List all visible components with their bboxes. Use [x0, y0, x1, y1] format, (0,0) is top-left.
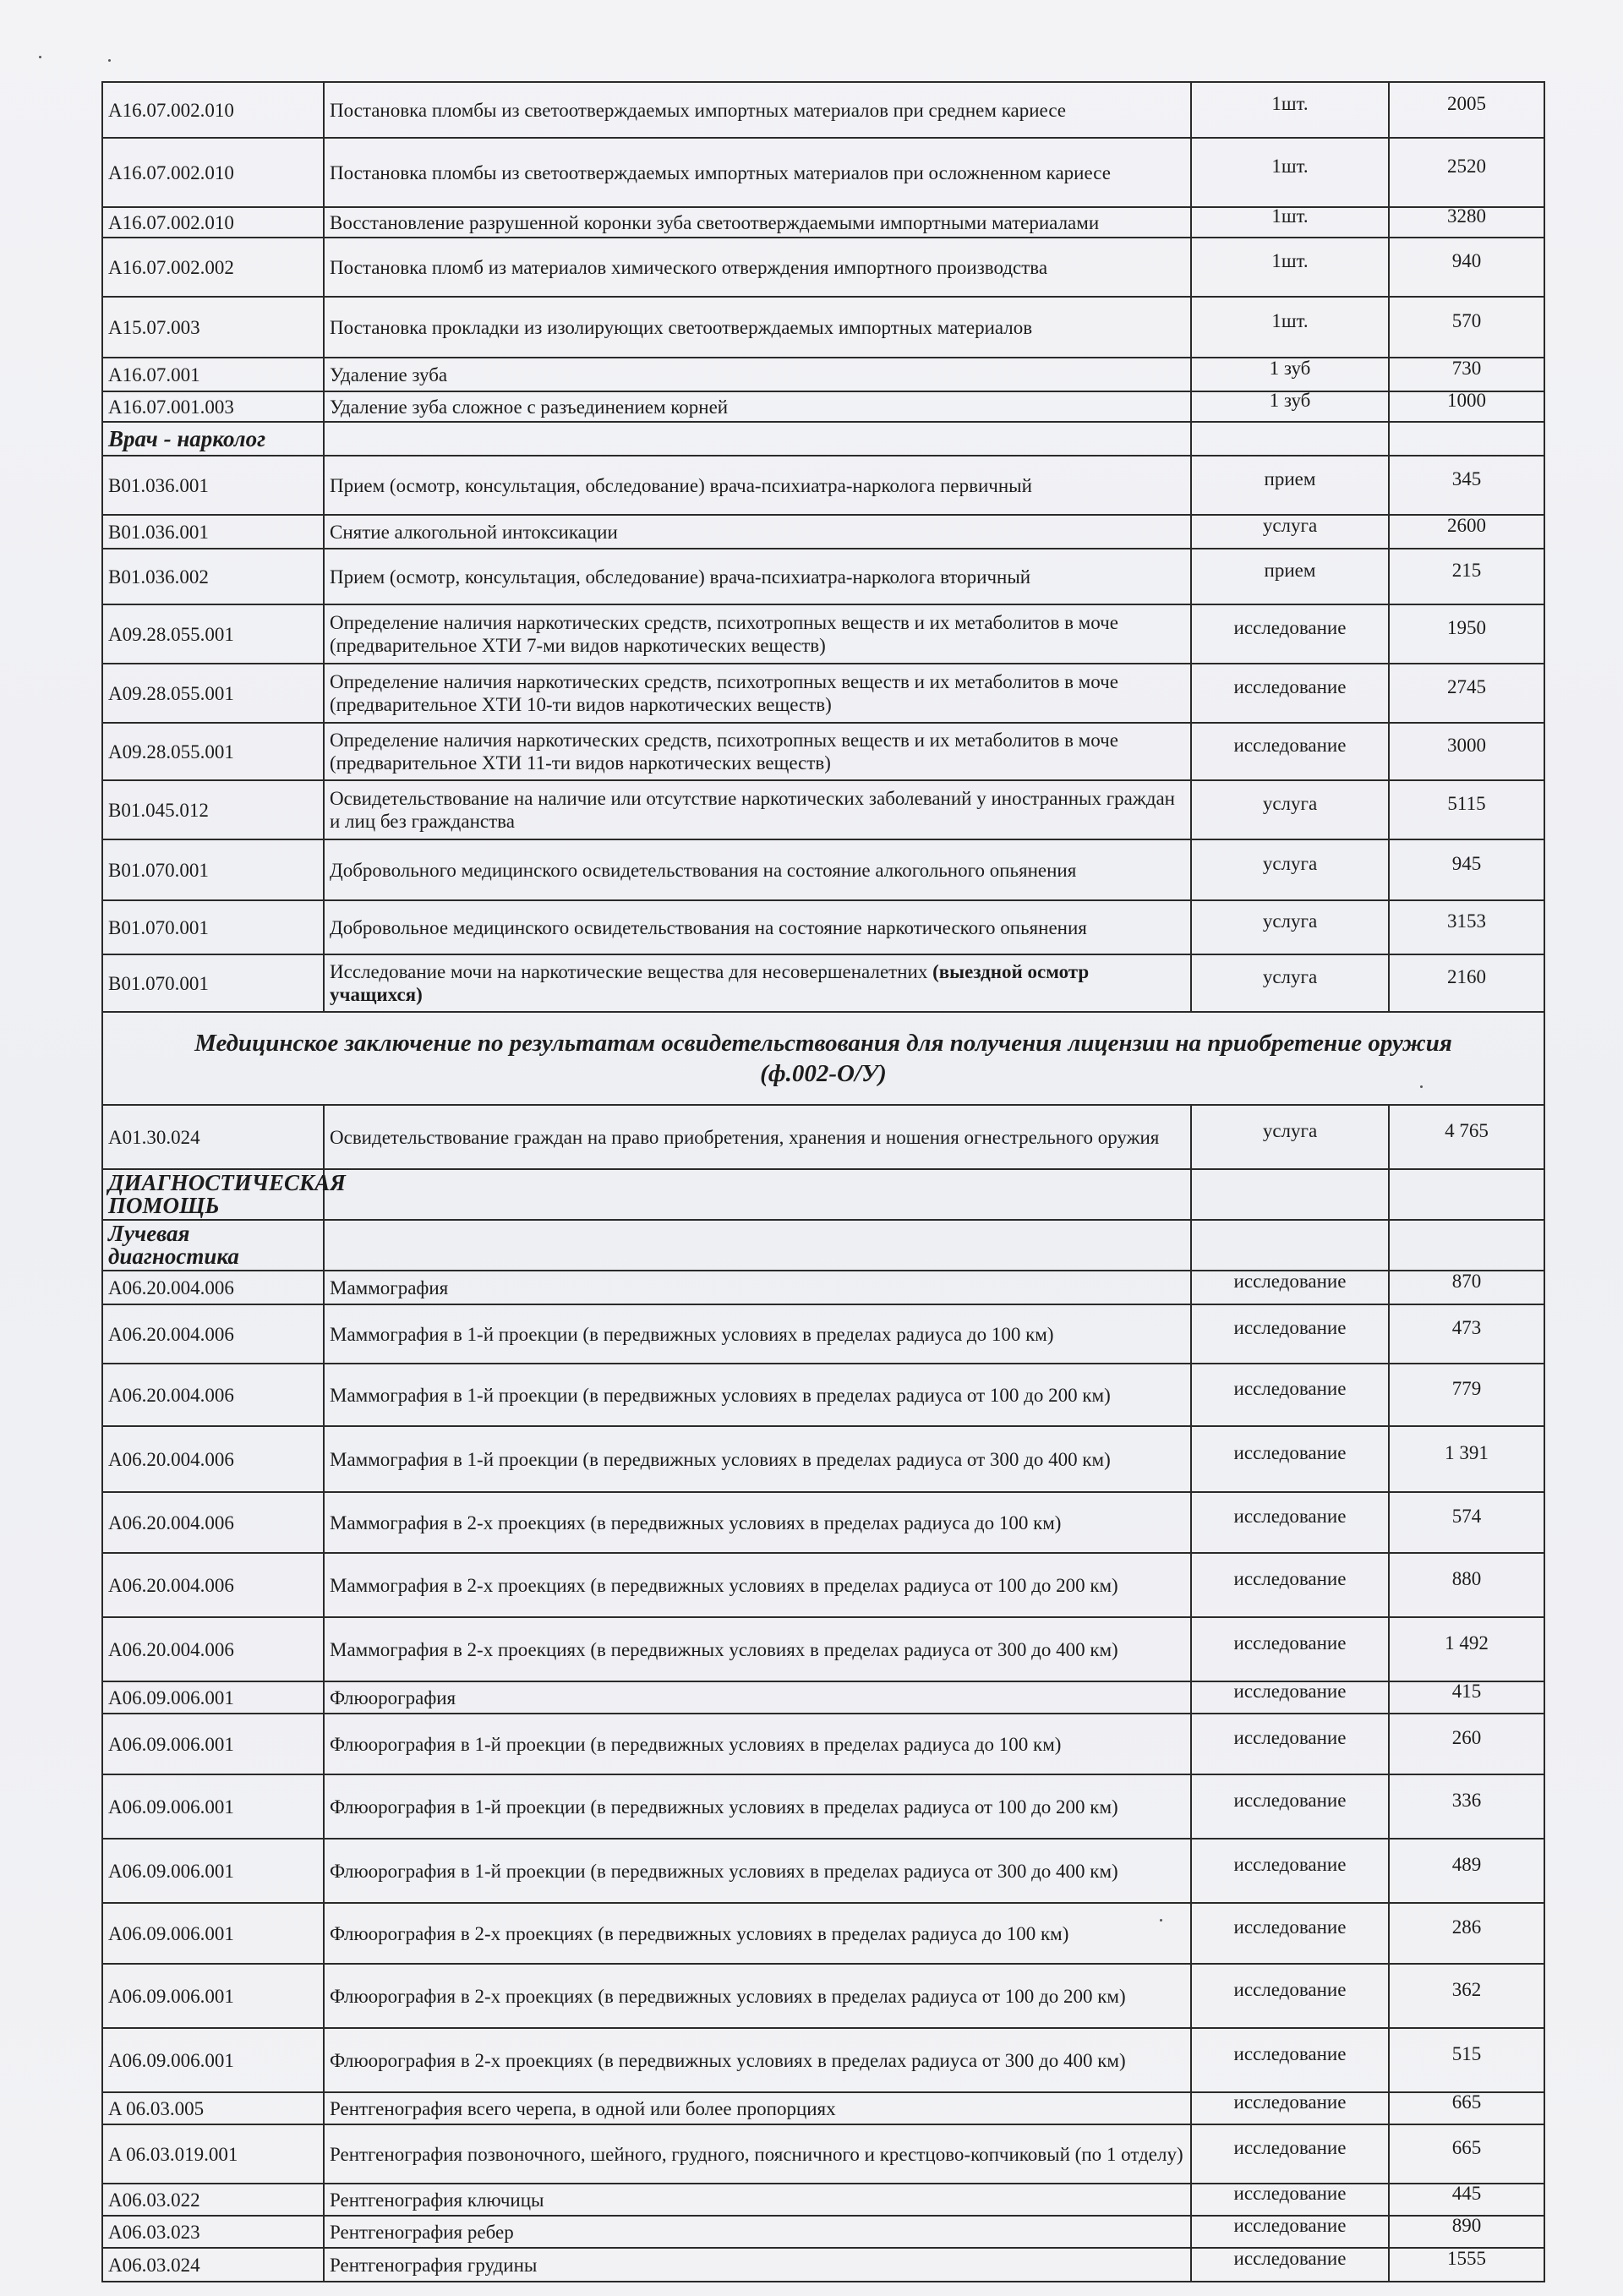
section-row	[102, 422, 1544, 456]
service-price	[1389, 664, 1544, 723]
table-row	[102, 2216, 1544, 2248]
service-name: Флюорография	[324, 1681, 1191, 1714]
unit-text: исследование	[1233, 2247, 1347, 2269]
unit-text: прием	[1264, 467, 1316, 489]
table-row	[102, 2028, 1544, 2092]
price-text: 2520	[1447, 155, 1486, 177]
service-price	[1389, 1617, 1544, 1681]
service-unit	[1191, 1492, 1389, 1553]
table-row	[102, 2248, 1544, 2282]
service-price	[1389, 549, 1544, 604]
service-unit	[1191, 780, 1389, 839]
service-code: A06.20.004.006	[102, 1364, 324, 1426]
service-unit	[1191, 2216, 1389, 2248]
price-text: 415	[1451, 1680, 1482, 1702]
service-unit	[1191, 1364, 1389, 1426]
service-name: Постановка пломбы из светоотверждаемых импортных материалов при осложненном кариесе	[324, 138, 1191, 207]
empty-cell	[1191, 1169, 1389, 1220]
service-name: Маммография	[324, 1271, 1191, 1304]
service-unit	[1191, 2248, 1389, 2282]
service-price	[1389, 1903, 1544, 1964]
price-text: 260	[1451, 1726, 1482, 1748]
service-price	[1389, 1774, 1544, 1839]
unit-text: исследование	[1233, 1978, 1347, 2000]
service-price	[1389, 1364, 1544, 1426]
service-unit	[1191, 456, 1389, 515]
price-text: 515	[1451, 2042, 1482, 2064]
price-text: 3000	[1447, 734, 1486, 756]
service-code: A 06.03.005	[102, 2092, 324, 2124]
table-row	[102, 664, 1544, 723]
service-unit	[1191, 664, 1389, 723]
service-code: B01.036.001	[102, 515, 324, 549]
section-row	[102, 1220, 1544, 1271]
service-unit	[1191, 1714, 1389, 1774]
service-price	[1389, 604, 1544, 664]
unit-text: 1 зуб	[1269, 389, 1311, 411]
service-unit	[1191, 207, 1389, 238]
service-name: Рентгенография ключицы	[324, 2184, 1191, 2216]
service-price	[1389, 297, 1544, 358]
table-row	[102, 1426, 1544, 1492]
price-text: 665	[1451, 2136, 1482, 2158]
service-price	[1389, 1426, 1544, 1492]
service-unit	[1191, 358, 1389, 391]
service-price	[1389, 2216, 1544, 2248]
unit-text: услуга	[1262, 1119, 1318, 1141]
unit-text: исследование	[1233, 2214, 1347, 2236]
service-code: A16.07.002.010	[102, 82, 324, 138]
service-unit	[1191, 1426, 1389, 1492]
service-name: Флюорография в 1-й проекции (в передвижных условиях в пределах радиуса до 100 км)	[324, 1714, 1191, 1774]
service-code: B01.070.001	[102, 954, 324, 1012]
service-code: A06.20.004.006	[102, 1271, 324, 1304]
table-row	[102, 82, 1544, 138]
unit-text: исследование	[1233, 1916, 1347, 1938]
price-text: 1000	[1447, 389, 1486, 411]
table-row	[102, 780, 1544, 839]
table-row	[102, 1304, 1544, 1364]
table-row	[102, 2092, 1544, 2124]
service-name: Снятие алкогольной интоксикации	[324, 515, 1191, 549]
service-name: Восстановление разрушенной коронки зуба светоотверждаемыми импортными материалами	[324, 207, 1191, 238]
unit-text: исследование	[1233, 1680, 1347, 1702]
service-unit	[1191, 1553, 1389, 1617]
unit-text: 1 зуб	[1269, 357, 1311, 379]
price-list-table	[101, 81, 1545, 2282]
service-name: Маммография в 1-й проекции (в передвижных условиях в пределах радиуса от 300 до 400 км)	[324, 1426, 1191, 1492]
price-text: 574	[1451, 1505, 1482, 1527]
table-row	[102, 238, 1544, 297]
service-name: Добровольного медицинского освидетельствования на состояние алкогольного опьянения	[324, 839, 1191, 900]
table-row	[102, 900, 1544, 954]
table-row	[102, 207, 1544, 238]
service-code: A16.07.002.002	[102, 238, 324, 297]
banner-title: Медицинское заключение по результатам освидетельствования для получения лицензии на приобретение оружия (ф.002-О/У)	[102, 1012, 1544, 1105]
table-row	[102, 1964, 1544, 2028]
service-name: Определение наличия наркотических средств, психотропных веществ и их метаболитов в моче (предварительное ХТИ 7-ми видов наркотических веществ)	[324, 604, 1191, 664]
service-code: A06.03.023	[102, 2216, 324, 2248]
service-unit	[1191, 839, 1389, 900]
price-text: 890	[1451, 2214, 1482, 2236]
service-name: Рентгенография ребер	[324, 2216, 1191, 2248]
price-text: 2005	[1447, 92, 1486, 114]
service-price	[1389, 2028, 1544, 2092]
price-text: 779	[1451, 1377, 1482, 1399]
service-price	[1389, 2184, 1544, 2216]
unit-text: исследование	[1233, 1377, 1347, 1399]
service-name: Исследование мочи на наркотические вещества для несовершеналетних (выездной осмотр учащихся)	[324, 954, 1191, 1012]
table-row	[102, 1839, 1544, 1903]
service-code: B01.036.002	[102, 549, 324, 604]
unit-text: исследование	[1233, 675, 1347, 697]
table-row	[102, 604, 1544, 664]
service-code: A16.07.002.010	[102, 138, 324, 207]
service-name: Освидетельствование на наличие или отсутствие наркотических заболеваний у иностранных граждан и лиц без гражданства	[324, 780, 1191, 839]
service-name: Определение наличия наркотических средств, психотропных веществ и их метаболитов в моче (предварительное ХТИ 10-ти видов наркотических веществ)	[324, 664, 1191, 723]
price-text: 473	[1451, 1316, 1482, 1338]
price-text: 940	[1451, 249, 1482, 271]
service-unit	[1191, 391, 1389, 422]
unit-text: исследование	[1233, 1441, 1347, 1463]
table-row	[102, 1681, 1544, 1714]
service-price	[1389, 391, 1544, 422]
price-text: 489	[1451, 1853, 1482, 1875]
unit-text: исследование	[1233, 2091, 1347, 2113]
price-text: 945	[1451, 852, 1482, 874]
service-price	[1389, 138, 1544, 207]
price-text: 215	[1451, 559, 1482, 581]
section-title: Врач - нарколог	[102, 422, 324, 456]
service-name: Прием (осмотр, консультация, обследование) врача-психиатра-нарколога первичный	[324, 456, 1191, 515]
empty-cell	[324, 1220, 1191, 1271]
service-code: A09.28.055.001	[102, 604, 324, 664]
unit-text: услуга	[1262, 910, 1318, 932]
unit-text: исследование	[1233, 1270, 1347, 1292]
service-code: A16.07.002.010	[102, 207, 324, 238]
price-text: 345	[1451, 467, 1482, 489]
service-unit	[1191, 1304, 1389, 1364]
empty-cell	[324, 422, 1191, 456]
service-price	[1389, 1492, 1544, 1553]
table-row	[102, 1553, 1544, 1617]
service-code: A06.20.004.006	[102, 1553, 324, 1617]
unit-text: исследование	[1233, 734, 1347, 756]
unit-text: исследование	[1233, 1567, 1347, 1589]
price-text: 5115	[1447, 792, 1486, 814]
service-unit	[1191, 2184, 1389, 2216]
table-row	[102, 1903, 1544, 1964]
service-price	[1389, 1271, 1544, 1304]
service-unit	[1191, 1105, 1389, 1169]
table-row	[102, 358, 1544, 391]
service-code: A06.20.004.006	[102, 1617, 324, 1681]
unit-text: исследование	[1233, 2136, 1347, 2158]
service-price	[1389, 954, 1544, 1012]
service-unit	[1191, 238, 1389, 297]
unit-text: исследование	[1233, 2182, 1347, 2204]
service-price	[1389, 1105, 1544, 1169]
price-text: 3280	[1447, 205, 1486, 227]
service-name: Постановка прокладки из изолирующих светоотверждаемых импортных материалов	[324, 297, 1191, 358]
price-text: 2600	[1447, 514, 1486, 536]
unit-text: 1шт.	[1271, 92, 1309, 114]
table-row	[102, 1492, 1544, 1553]
price-text: 2160	[1447, 965, 1486, 987]
service-code: B01.036.001	[102, 456, 324, 515]
service-code: A06.20.004.006	[102, 1304, 324, 1364]
unit-text: исследование	[1233, 1726, 1347, 1748]
unit-text: 1шт.	[1271, 205, 1309, 227]
service-code: A06.03.022	[102, 2184, 324, 2216]
empty-cell	[1389, 1169, 1544, 1220]
table-row	[102, 391, 1544, 422]
price-text: 336	[1451, 1789, 1482, 1811]
price-text: 570	[1451, 309, 1482, 331]
scan-speck	[108, 59, 111, 62]
unit-text: услуга	[1262, 852, 1318, 874]
service-price	[1389, 723, 1544, 780]
service-code: A06.09.006.001	[102, 1903, 324, 1964]
unit-text: услуга	[1262, 965, 1318, 987]
service-name: Освидетельствование граждан на право приобретения, хранения и ношения огнестрельного оружия	[324, 1105, 1191, 1169]
price-text: 2745	[1447, 675, 1486, 697]
service-unit	[1191, 515, 1389, 549]
unit-text: прием	[1264, 559, 1316, 581]
section-title: Лучевая диагностика	[102, 1220, 324, 1271]
service-code: A 06.03.019.001	[102, 2124, 324, 2184]
service-unit	[1191, 1774, 1389, 1839]
service-price	[1389, 456, 1544, 515]
service-unit	[1191, 297, 1389, 358]
service-unit	[1191, 604, 1389, 664]
service-price	[1389, 2124, 1544, 2184]
table-row	[102, 1364, 1544, 1426]
service-name: Флюорография в 1-й проекции (в передвижных условиях в пределах радиуса от 300 до 400 км)	[324, 1839, 1191, 1903]
service-code: A09.28.055.001	[102, 664, 324, 723]
service-name: Прием (осмотр, консультация, обследование) врача-психиатра-нарколога вторичный	[324, 549, 1191, 604]
empty-cell	[324, 1169, 1191, 1220]
service-name: Определение наличия наркотических средств, психотропных веществ и их метаболитов в моче (предварительное ХТИ 11-ти видов наркотических веществ)	[324, 723, 1191, 780]
service-unit	[1191, 82, 1389, 138]
scan-speck	[39, 56, 41, 58]
service-name: Флюорография в 2-х проекциях (в передвижных условиях в пределах радиуса от 100 до 200 км)	[324, 1964, 1191, 2028]
service-unit	[1191, 900, 1389, 954]
empty-cell	[1191, 1220, 1389, 1271]
service-name: Маммография в 2-х проекциях (в передвижных условиях в пределах радиуса до 100 км)	[324, 1492, 1191, 1553]
banner-row	[102, 1012, 1544, 1105]
service-name: Рентгенография всего черепа, в одной или более пропорциях	[324, 2092, 1191, 2124]
service-name: Рентгенография грудины	[324, 2248, 1191, 2282]
service-name: Маммография в 2-х проекциях (в передвижных условиях в пределах радиуса от 100 до 200 км)	[324, 1553, 1191, 1617]
price-text: 362	[1451, 1978, 1482, 2000]
unit-text: исследование	[1233, 1789, 1347, 1811]
price-text: 870	[1451, 1270, 1482, 1292]
table-row	[102, 456, 1544, 515]
service-unit	[1191, 549, 1389, 604]
service-code: A06.20.004.006	[102, 1492, 324, 1553]
service-unit	[1191, 1271, 1389, 1304]
service-code: A06.03.024	[102, 2248, 324, 2282]
price-text: 286	[1451, 1916, 1482, 1938]
table-row	[102, 2124, 1544, 2184]
service-code: A15.07.003	[102, 297, 324, 358]
table-row	[102, 2184, 1544, 2216]
service-unit	[1191, 1617, 1389, 1681]
service-code: A06.20.004.006	[102, 1426, 324, 1492]
table-row	[102, 839, 1544, 900]
price-list-body	[102, 82, 1544, 2282]
service-name: Маммография в 2-х проекциях (в передвижных условиях в пределах радиуса от 300 до 400 км)	[324, 1617, 1191, 1681]
service-name: Постановка пломбы из светоотверждаемых импортных материалов при среднем кариесе	[324, 82, 1191, 138]
service-code: A06.09.006.001	[102, 1681, 324, 1714]
service-unit	[1191, 1839, 1389, 1903]
table-row	[102, 549, 1544, 604]
service-code: A16.07.001	[102, 358, 324, 391]
service-price	[1389, 1714, 1544, 1774]
service-unit	[1191, 1681, 1389, 1714]
service-unit	[1191, 138, 1389, 207]
table-row	[102, 1105, 1544, 1169]
service-name: Флюорография в 2-х проекциях (в передвижных условиях в пределах радиуса от 300 до 400 км)	[324, 2028, 1191, 2092]
table-row	[102, 954, 1544, 1012]
service-price	[1389, 1681, 1544, 1714]
price-text: 665	[1451, 2091, 1482, 2113]
service-name-note: (выездной осмотр учащихся)	[330, 961, 1090, 1005]
service-name: Удаление зуба	[324, 358, 1191, 391]
service-unit	[1191, 2092, 1389, 2124]
table-row	[102, 1617, 1544, 1681]
service-unit	[1191, 1964, 1389, 2028]
service-price	[1389, 1839, 1544, 1903]
unit-text: 1шт.	[1271, 155, 1309, 177]
empty-cell	[1389, 422, 1544, 456]
price-text: 4 765	[1445, 1119, 1489, 1141]
service-price	[1389, 839, 1544, 900]
service-unit	[1191, 1903, 1389, 1964]
price-text: 1950	[1447, 616, 1486, 638]
unit-text: исследование	[1233, 1316, 1347, 1338]
price-text: 880	[1451, 1567, 1482, 1589]
service-name: Рентгенография позвоночного, шейного, грудного, поясничного и крестцово-копчиковый (по 1 отделу)	[324, 2124, 1191, 2184]
unit-text: услуга	[1262, 514, 1318, 536]
service-code: A09.28.055.001	[102, 723, 324, 780]
service-price	[1389, 238, 1544, 297]
service-name: Добровольное медицинского освидетельствования на состояние наркотического опьянения	[324, 900, 1191, 954]
service-code: B01.070.001	[102, 900, 324, 954]
service-unit	[1191, 954, 1389, 1012]
service-unit	[1191, 723, 1389, 780]
service-price	[1389, 515, 1544, 549]
service-name: Флюорография в 1-й проекции (в передвижных условиях в пределах радиуса от 100 до 200 км)	[324, 1774, 1191, 1839]
service-price	[1389, 780, 1544, 839]
service-code: A06.09.006.001	[102, 1964, 324, 2028]
service-code: B01.045.012	[102, 780, 324, 839]
table-row	[102, 138, 1544, 207]
price-text: 1 391	[1445, 1441, 1489, 1463]
service-name: Флюорография в 2-х проекциях (в передвижных условиях в пределах радиуса до 100 км)	[324, 1903, 1191, 1964]
price-text: 3153	[1447, 910, 1486, 932]
unit-text: исследование	[1233, 1853, 1347, 1875]
service-code: B01.070.001	[102, 839, 324, 900]
table-row	[102, 1714, 1544, 1774]
price-text: 1 492	[1445, 1632, 1489, 1654]
service-price	[1389, 1553, 1544, 1617]
service-price	[1389, 1964, 1544, 2028]
service-price	[1389, 900, 1544, 954]
section-row	[102, 1169, 1544, 1220]
service-price	[1389, 1304, 1544, 1364]
service-name: Маммография в 1-й проекции (в передвижных условиях в пределах радиуса до 100 км)	[324, 1304, 1191, 1364]
table-row	[102, 1271, 1544, 1304]
unit-text: исследование	[1233, 1505, 1347, 1527]
unit-text: услуга	[1262, 792, 1318, 814]
service-price	[1389, 2092, 1544, 2124]
service-code: A01.30.024	[102, 1105, 324, 1169]
service-name: Постановка пломб из материалов химического отверждения импортного производства	[324, 238, 1191, 297]
table-row	[102, 515, 1544, 549]
empty-cell	[1389, 1220, 1544, 1271]
service-price	[1389, 82, 1544, 138]
unit-text: исследование	[1233, 616, 1347, 638]
unit-text: 1шт.	[1271, 249, 1309, 271]
price-text: 730	[1451, 357, 1482, 379]
service-unit	[1191, 2124, 1389, 2184]
service-price	[1389, 358, 1544, 391]
service-code: A06.09.006.001	[102, 1774, 324, 1839]
service-code: A16.07.001.003	[102, 391, 324, 422]
service-code: A06.09.006.001	[102, 2028, 324, 2092]
service-name: Маммография в 1-й проекции (в передвижных условиях в пределах радиуса от 100 до 200 км)	[324, 1364, 1191, 1426]
table-row	[102, 297, 1544, 358]
unit-text: исследование	[1233, 2042, 1347, 2064]
unit-text: 1шт.	[1271, 309, 1309, 331]
section-title: ДИАГНОСТИЧЕСКАЯ ПОМОЩЬ	[102, 1169, 324, 1220]
service-price	[1389, 2248, 1544, 2282]
unit-text: исследование	[1233, 1632, 1347, 1654]
table-row	[102, 723, 1544, 780]
empty-cell	[1191, 422, 1389, 456]
service-code: A06.09.006.001	[102, 1714, 324, 1774]
price-text: 1555	[1447, 2247, 1486, 2269]
price-text: 445	[1451, 2182, 1482, 2204]
table-row	[102, 1774, 1544, 1839]
service-price	[1389, 207, 1544, 238]
service-name: Удаление зуба сложное с разъединением корней	[324, 391, 1191, 422]
service-unit	[1191, 2028, 1389, 2092]
service-code: A06.09.006.001	[102, 1839, 324, 1903]
